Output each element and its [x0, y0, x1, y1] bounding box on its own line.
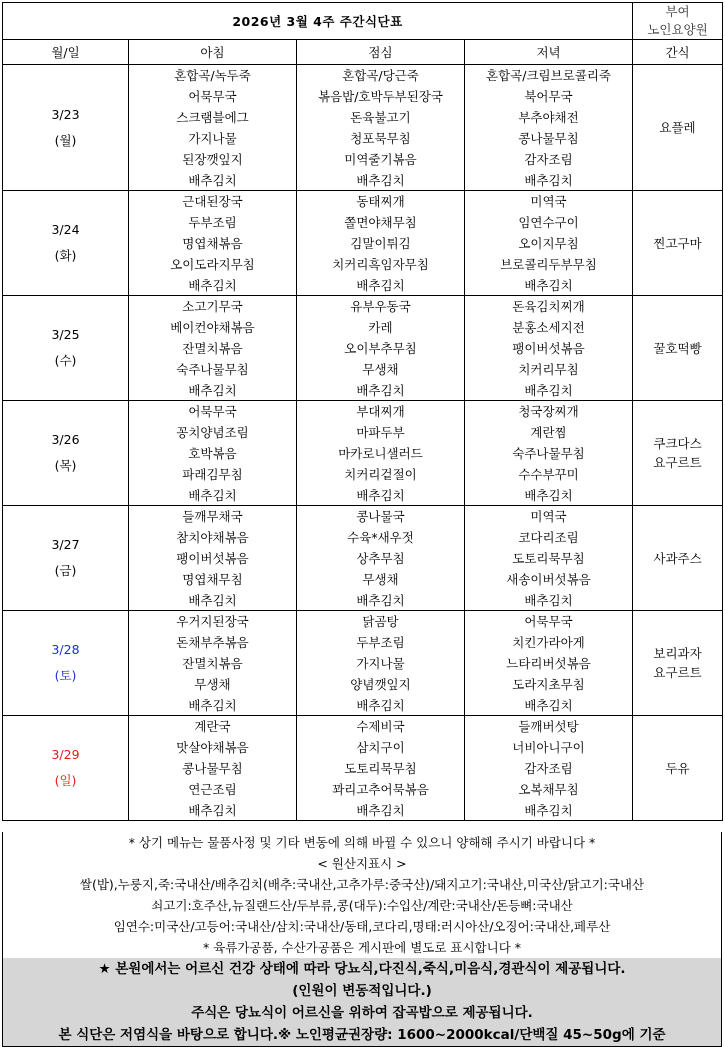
breakfast-item: 어묵무국 — [129, 401, 297, 422]
snack-item: 요구르트 — [653, 455, 702, 470]
page-title: 2026년 3월 4주 주간식단표 — [3, 3, 633, 40]
lunch-item: 무생채 — [297, 359, 465, 380]
dinner-item: 수수부꾸미 — [465, 464, 633, 485]
snack-item: 사과주스 — [653, 550, 702, 566]
breakfast-item: 배추김치 — [129, 170, 297, 191]
dinner-item: 배추김치 — [465, 800, 633, 821]
dinner-item: 배추김치 — [465, 590, 633, 611]
menu-table — [2, 2, 723, 821]
snack-item: 꿀호떡빵 — [653, 340, 702, 356]
breakfast-item: 스크램블에그 — [129, 107, 297, 128]
origin-heading: < 원산지표시 > — [317, 856, 407, 871]
lunch-item: 무생채 — [297, 569, 465, 590]
breakfast-item: 숙주나물무침 — [129, 359, 297, 380]
lunch-item: 가지나물 — [297, 653, 465, 674]
day-weekday: (일) — [54, 773, 77, 788]
menu-row — [3, 716, 723, 737]
lunch-header: 점심 — [297, 40, 465, 65]
breakfast-item: 잔멸치볶음 — [129, 338, 297, 359]
dinner-item: 들깨버섯탕 — [465, 716, 633, 737]
snack-item: 요구르트 — [653, 665, 702, 680]
lunch-item: 미역줄기볶음 — [297, 149, 465, 170]
dinner-item: 미역국 — [465, 191, 633, 212]
lunch-item: 마파두부 — [297, 422, 465, 443]
day-weekday: (월) — [54, 132, 77, 148]
dinner-item: 분홍소세지전 — [465, 317, 633, 338]
dinner-header: 저녁 — [465, 40, 633, 65]
snack-item: 보리과자 — [653, 646, 702, 661]
lunch-item: 도토리묵무침 — [297, 758, 465, 779]
breakfast-item: 잔멸치볶음 — [129, 653, 297, 674]
snack-item: 쿠크다스 — [653, 436, 702, 451]
day-date: 3/29 — [51, 747, 80, 762]
date-header: 월/일 — [3, 40, 129, 65]
snack-header: 간식 — [633, 40, 723, 65]
day-date: 3/24 — [51, 222, 80, 237]
menu-row — [3, 296, 723, 317]
breakfast-item: 된장깻잎지 — [129, 149, 297, 170]
lunch-item: 수육*새우젓 — [297, 527, 465, 548]
note-line: * 상기 메뉴는 물품사정 및 기타 변동에 의해 바뀔 수 있으니 양해해 주시기 바랍니다 * — [128, 835, 596, 850]
breakfast-item: 맛살야채볶음 — [129, 737, 297, 758]
menu-row — [3, 65, 723, 86]
snack-item: 요플레 — [659, 120, 696, 135]
lunch-item: 볶음밥/호박두부된장국 — [297, 86, 465, 107]
breakfast-item: 호박볶음 — [129, 443, 297, 464]
breakfast-item: 오이도라지무침 — [129, 254, 297, 275]
breakfast-header: 아침 — [129, 40, 297, 65]
lunch-item: 치커리겉절이 — [297, 464, 465, 485]
dinner-item: 북어무국 — [465, 86, 633, 107]
lunch-item: 상추무침 — [297, 548, 465, 569]
lunch-item: 배추김치 — [297, 695, 465, 716]
dinner-item: 계란찜 — [465, 422, 633, 443]
dinner-item: 코다리조림 — [465, 527, 633, 548]
day-weekday: (토) — [54, 668, 77, 683]
menu-body — [3, 65, 723, 821]
day-date-cell — [3, 611, 129, 716]
dinner-item: 배추김치 — [465, 275, 633, 296]
day-date-cell — [3, 506, 129, 611]
breakfast-item: 혼합곡/녹두죽 — [129, 65, 297, 86]
dinner-item: 배추김치 — [465, 485, 633, 506]
lunch-item: 배추김치 — [297, 485, 465, 506]
dinner-item: 너비아니구이 — [465, 737, 633, 758]
dinner-item: 배추김치 — [465, 695, 633, 716]
lunch-item: 오이부추무침 — [297, 338, 465, 359]
dinner-item: 치킨가라아게 — [465, 632, 633, 653]
breakfast-item: 배추김치 — [129, 380, 297, 401]
lunch-item: 청포묵무침 — [297, 128, 465, 149]
breakfast-item: 들깨무채국 — [129, 506, 297, 527]
snack-cell — [633, 611, 723, 716]
note-line: 쌀(밥),누룽지,죽:국내산/배추김치(배추:국내산,고추가루:중국산)/돼지고기:국내산,미국산/닭고기:국내산 — [79, 877, 645, 892]
snack-cell — [633, 65, 723, 191]
breakfast-item: 참치야채볶음 — [129, 527, 297, 548]
snack-cell — [633, 401, 723, 506]
breakfast-item: 배추김치 — [129, 485, 297, 506]
day-date-cell — [3, 65, 129, 191]
day-weekday: (목) — [54, 458, 77, 473]
lunch-item: 혼합곡/당근죽 — [297, 65, 465, 86]
day-date: 3/23 — [51, 106, 80, 122]
notice-line: 본 식단은 저염식을 바탕으로 합니다.※ 노인평균권장량: 1600~2000kcal/단백질 45~50g에 기준 — [58, 1027, 666, 1043]
note-line: 임연수:미국산/고등어:국내산/삼치:국내산/동태,코다리,명태:러시아산/오징어:국내산,페루산 — [113, 919, 611, 934]
dinner-item: 숙주나물무침 — [465, 443, 633, 464]
dinner-item: 배추김치 — [465, 170, 633, 191]
lunch-item: 양념깻잎지 — [297, 674, 465, 695]
notice-line: (인원이 변동적입니다.) — [292, 983, 432, 999]
breakfast-item: 근대된장국 — [129, 191, 297, 212]
lunch-item: 배추김치 — [297, 170, 465, 191]
lunch-item: 김말이튀김 — [297, 233, 465, 254]
notice-box — [3, 958, 721, 1046]
dinner-item: 감자조림 — [465, 149, 633, 170]
menu-row — [3, 506, 723, 527]
dinner-item: 도토리묵무침 — [465, 548, 633, 569]
breakfast-item: 명엽채무침 — [129, 569, 297, 590]
breakfast-item: 무생채 — [129, 674, 297, 695]
day-date: 3/25 — [51, 327, 80, 342]
snack-cell — [633, 296, 723, 401]
lunch-item: 치커리흑임자무침 — [297, 254, 465, 275]
breakfast-item: 베이컨야채볶음 — [129, 317, 297, 338]
notice-line: ★ 본원에서는 어르신 건강 상태에 따라 당뇨식,다진식,죽식,미음식,경관식이 제공됩니다. — [98, 961, 626, 977]
snack-item: 두유 — [665, 760, 690, 776]
dinner-item: 오복채무침 — [465, 779, 633, 800]
lunch-item: 부대찌개 — [297, 401, 465, 422]
menu-row — [3, 401, 723, 422]
breakfast-item: 파래김무침 — [129, 464, 297, 485]
menu-row — [3, 191, 723, 212]
facility-name: 부여 노인요양원 — [633, 3, 723, 40]
dinner-item: 치커리무침 — [465, 359, 633, 380]
snack-cell — [633, 191, 723, 296]
day-weekday: (수) — [54, 353, 77, 368]
dinner-item: 오이지무침 — [465, 233, 633, 254]
dinner-item: 브로콜리두부무침 — [465, 254, 633, 275]
breakfast-item: 소고기무국 — [129, 296, 297, 317]
breakfast-item: 두부조림 — [129, 212, 297, 233]
dinner-item: 어묵무국 — [465, 611, 633, 632]
breakfast-item: 어묵무국 — [129, 86, 297, 107]
breakfast-item: 돈채부추볶음 — [129, 632, 297, 653]
breakfast-item: 연근조림 — [129, 779, 297, 800]
day-date-cell — [3, 401, 129, 506]
breakfast-item: 계란국 — [129, 716, 297, 737]
lunch-item: 두부조림 — [297, 632, 465, 653]
day-date-cell — [3, 716, 129, 821]
breakfast-item: 콩나물무침 — [129, 758, 297, 779]
day-date: 3/26 — [51, 432, 80, 447]
lunch-item: 배추김치 — [297, 275, 465, 296]
dinner-item: 감자조림 — [465, 758, 633, 779]
lunch-item: 배추김치 — [297, 800, 465, 821]
dinner-item: 배추김치 — [465, 380, 633, 401]
day-date-cell — [3, 296, 129, 401]
lunch-item: 쫄면야채무침 — [297, 212, 465, 233]
dinner-item: 느타리버섯볶음 — [465, 653, 633, 674]
lunch-item: 카레 — [297, 317, 465, 338]
day-date-cell — [3, 191, 129, 296]
note-line: 쇠고기:호주산,뉴질랜드산/두부류,콩(대두):수입산/계란:국내산/돈등뼈:국내산 — [151, 898, 573, 913]
breakfast-item: 배추김치 — [129, 590, 297, 611]
snack-item: 찐고구마 — [653, 235, 702, 251]
day-date: 3/27 — [51, 537, 80, 552]
lunch-item: 동태찌개 — [297, 191, 465, 212]
lunch-item: 콩나물국 — [297, 506, 465, 527]
lunch-item: 꽈리고추어묵볶음 — [297, 779, 465, 800]
dinner-item: 청국장찌개 — [465, 401, 633, 422]
breakfast-item: 가지나물 — [129, 128, 297, 149]
lunch-item: 마카로니샐러드 — [297, 443, 465, 464]
dinner-item: 새송이버섯볶음 — [465, 569, 633, 590]
breakfast-item: 배추김치 — [129, 695, 297, 716]
lunch-item: 돈육불고기 — [297, 107, 465, 128]
breakfast-item: 팽이버섯볶음 — [129, 548, 297, 569]
breakfast-item: 명엽채볶음 — [129, 233, 297, 254]
breakfast-item: 우거지된장국 — [129, 611, 297, 632]
dinner-item: 팽이버섯볶음 — [465, 338, 633, 359]
snack-cell — [633, 716, 723, 821]
breakfast-item: 꽁치양념조림 — [129, 422, 297, 443]
menu-sheet — [2, 2, 722, 1043]
notes-section — [2, 832, 722, 1047]
lunch-item: 수제비국 — [297, 716, 465, 737]
dinner-item: 돈육김치찌개 — [465, 296, 633, 317]
lunch-item: 배추김치 — [297, 380, 465, 401]
notice-line: 주식은 당뇨식이 어르신을 위하여 잡곡밥으로 제공됩니다. — [191, 1005, 533, 1021]
breakfast-item: 배추김치 — [129, 800, 297, 821]
dinner-item: 부추야채전 — [465, 107, 633, 128]
dinner-item: 임연수구이 — [465, 212, 633, 233]
lunch-item: 삼치구이 — [297, 737, 465, 758]
lunch-item: 유부우동국 — [297, 296, 465, 317]
dinner-item: 미역국 — [465, 506, 633, 527]
lunch-item: 닭곰탕 — [297, 611, 465, 632]
lunch-item: 배추김치 — [297, 590, 465, 611]
note-line: * 육류가공품, 수산가공품은 게시판에 별도로 표시합니다 * — [202, 940, 522, 955]
breakfast-item: 배추김치 — [129, 275, 297, 296]
day-weekday: (금) — [54, 563, 77, 578]
day-weekday: (화) — [54, 248, 77, 263]
snack-cell — [633, 506, 723, 611]
dinner-item: 도라지초무침 — [465, 674, 633, 695]
dinner-item: 콩나물무침 — [465, 128, 633, 149]
dinner-item: 혼합곡/크림브로콜리죽 — [465, 65, 633, 86]
menu-row — [3, 611, 723, 632]
day-date: 3/28 — [51, 642, 80, 657]
